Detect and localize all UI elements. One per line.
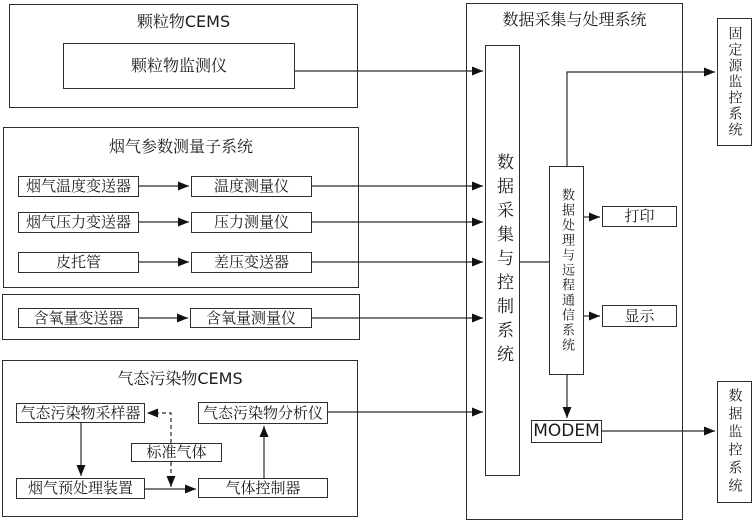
- pretreatment-box: [16, 478, 145, 499]
- temp-meter-label: 温度测量仪: [213, 177, 289, 195]
- display-label: 显示: [624, 306, 655, 325]
- temp-transmitter-label: 烟气温度变送器: [25, 177, 131, 195]
- gaseous-sampler-box: [16, 403, 145, 423]
- remote-comm-label: 数据处理与远程通信系统: [559, 188, 574, 353]
- display-box: [602, 305, 677, 327]
- remote-comm-box: [549, 166, 584, 375]
- print-label: 打印: [624, 207, 655, 225]
- particulate-monitor-label: 颗粒物监测仪: [130, 56, 227, 75]
- daq-control-label: 数据采集与控制系统: [493, 152, 513, 369]
- gaseous-analyzer-label: 气态污染物分析仪: [202, 403, 323, 422]
- pretreatment-label: 烟气预处理装置: [27, 479, 133, 497]
- pressure-transmitter-box: [18, 212, 139, 233]
- flue-gas-section-title: 烟气参数测量子系统: [108, 137, 253, 156]
- diff-pressure-transmitter-box: [191, 252, 312, 273]
- temp-transmitter-box: [18, 176, 139, 197]
- data-monitor-box: [717, 381, 752, 503]
- oxygen-meter-box: [190, 308, 312, 328]
- pressure-transmitter-label: 烟气压力变送器: [25, 213, 131, 231]
- gaseous-analyzer-box: [198, 402, 328, 424]
- gaseous-sampler-label: 气态污染物采样器: [20, 403, 141, 422]
- data-monitor-label: 数据监控系统: [726, 388, 743, 496]
- gas-controller-label: 气体控制器: [225, 478, 301, 497]
- pitot-tube-label: 皮托管: [55, 253, 101, 271]
- temp-meter-box: [191, 176, 312, 197]
- modem-box: [531, 420, 602, 443]
- gaseous-cems-title: 气态污染物CEMS: [117, 369, 243, 388]
- pressure-meter-box: [191, 212, 312, 233]
- particulate-monitor-box: [63, 43, 295, 89]
- daq-control-box: [485, 45, 520, 476]
- fixed-source-monitor-label: 固定源监控系统: [726, 26, 743, 138]
- oxygen-meter-label: 含氧量测量仪: [205, 308, 296, 327]
- diff-pressure-transmitter-label: 差压变送器: [213, 253, 289, 271]
- print-box: [602, 206, 677, 227]
- standard-gas-label: 标准气体: [146, 443, 207, 461]
- oxygen-transmitter-box: [18, 308, 139, 328]
- standard-gas-box: [131, 443, 222, 462]
- modem-label: MODEM: [533, 421, 600, 441]
- pressure-meter-label: 压力测量仪: [213, 213, 289, 231]
- particulate-cems-title: 颗粒物CEMS: [136, 12, 231, 31]
- fixed-source-monitor-box: [717, 18, 752, 146]
- pitot-tube-box: [18, 252, 139, 273]
- gas-controller-box: [198, 478, 328, 498]
- processing-system-title: 数据采集与处理系统: [502, 10, 647, 29]
- oxygen-transmitter-label: 含氧量变送器: [33, 308, 124, 327]
